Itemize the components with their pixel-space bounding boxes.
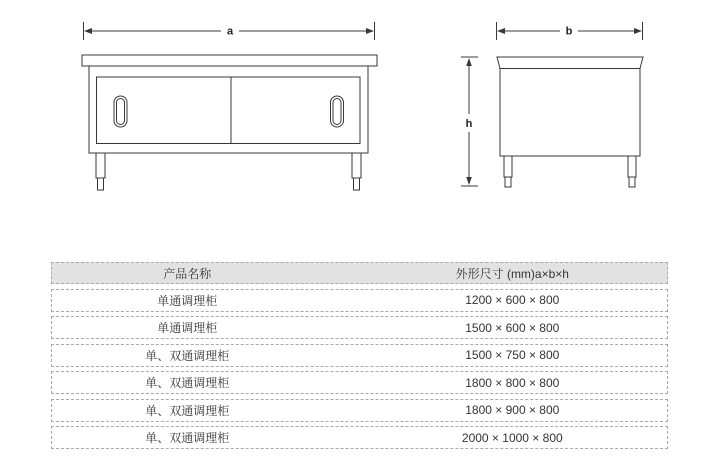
header-dimensions: 外形尺寸 (mm)a×b×h <box>455 266 569 281</box>
dim-a-label: a <box>226 25 234 38</box>
product-name: 单、双通调理柜 <box>145 431 230 445</box>
front-view <box>82 22 377 190</box>
product-size: 1500 × 750 × 800 <box>465 348 560 362</box>
dim-h-label: h <box>465 118 473 130</box>
front-door-frame <box>97 77 361 144</box>
cabinet-diagrams <box>0 0 719 232</box>
dim-b-label: b <box>565 25 573 38</box>
side-right-leg <box>628 156 636 187</box>
product-name: 单、双通调理柜 <box>145 348 230 363</box>
product-size: 1800 × 800 × 800 <box>465 375 560 390</box>
table-row <box>51 371 668 394</box>
table-row <box>51 344 668 367</box>
product-name: 单、双通调理柜 <box>145 403 230 418</box>
front-right-leg <box>352 153 361 190</box>
product-size: 1800 × 900 × 800 <box>465 403 560 417</box>
left-door-handle <box>114 96 127 127</box>
table-row <box>51 289 668 312</box>
table-row <box>51 316 668 339</box>
product-size: 2000 × 1000 × 800 <box>461 430 563 445</box>
side-view <box>461 22 643 187</box>
front-countertop <box>82 55 377 66</box>
front-left-leg <box>96 153 105 190</box>
front-body <box>89 66 368 153</box>
spec-table <box>51 262 668 449</box>
table-row <box>51 426 668 449</box>
product-name: 单、双通调理柜 <box>145 376 230 390</box>
side-body <box>500 69 640 157</box>
product-name: 单通调理柜 <box>157 293 218 308</box>
side-countertop <box>497 57 643 69</box>
product-size: 1500 × 600 × 800 <box>465 320 560 335</box>
table-header-row <box>51 262 668 284</box>
right-door-handle <box>331 96 344 127</box>
side-left-leg <box>504 156 512 187</box>
product-name: 单通调理柜 <box>157 321 218 335</box>
table-row <box>51 399 668 422</box>
header-product-name: 产品名称 <box>163 266 212 281</box>
product-size: 1200 × 600 × 800 <box>465 293 560 307</box>
